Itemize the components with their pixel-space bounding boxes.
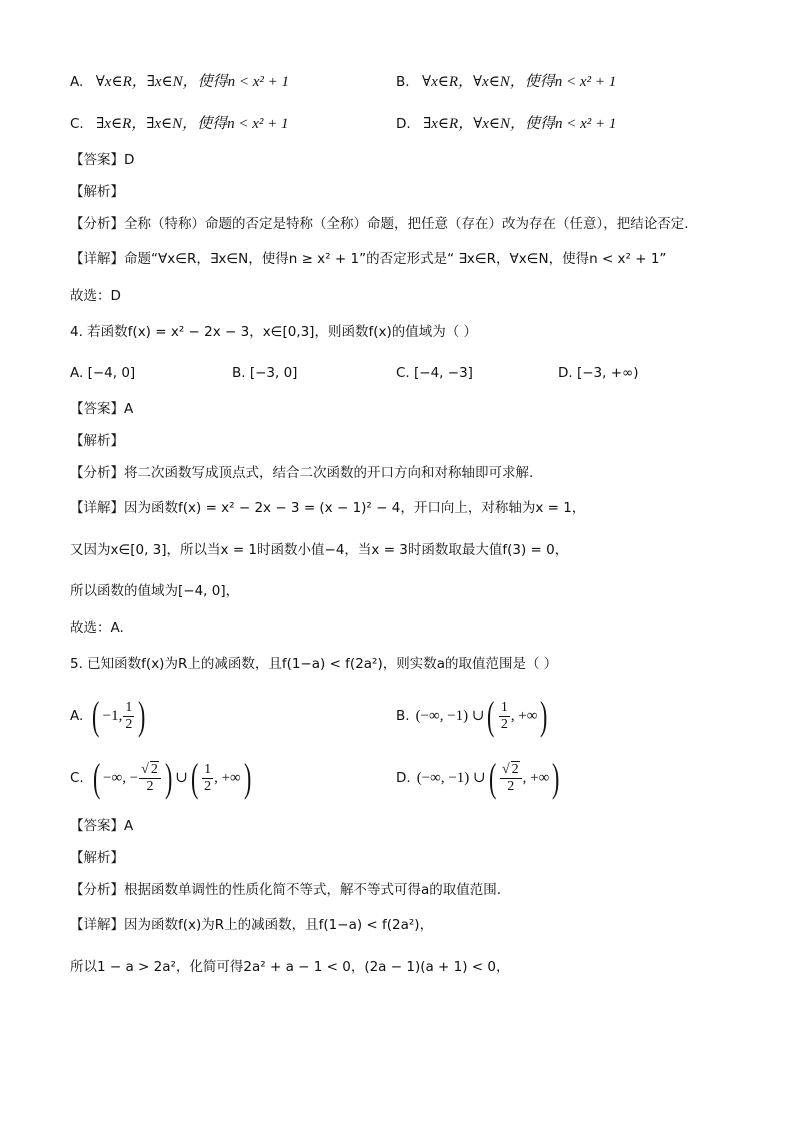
q4-detail-3: 所以函数的值域为[−4, 0]， <box>70 583 240 599</box>
q3-option-d-text: ∃x∈R，∀x∈N，使得n < x² + 1 <box>423 116 617 132</box>
q4-option-d: D. [−3, +∞) <box>558 365 639 381</box>
q5-option-b-math: (−∞, −1) ∪ ( $\frac{1}{2}$ , +∞ ) <box>415 693 548 738</box>
q3-option-d-row <box>396 114 616 134</box>
q4-answer: 【答案】A <box>70 401 134 417</box>
q5-stem: 5. 已知函数f(x)为R上的减函数，且f(1−a) < f(2a²)，则实数a的取值范围是（ ） <box>70 656 558 672</box>
q5-answer: 【答案】A <box>70 818 134 834</box>
q5-option-c <box>70 753 254 803</box>
q5-option-b-label: B. <box>396 708 410 724</box>
q4-analysis: 【分析】将二次函数写成顶点式，结合二次函数的开口方向和对称轴即可求解. <box>70 465 534 481</box>
q4-option-b: B. [−3, 0] <box>232 365 298 381</box>
q3-option-d-label: D. <box>396 116 411 132</box>
q4-option-a: A. [−4, 0] <box>70 365 136 381</box>
q5-option-c-math: ( −∞, − $\frac{√ 2}{2}$ ) ∪ ( $\frac{1}{2}$ , +∞ ) <box>92 755 252 800</box>
q5-option-a-label: A. <box>70 708 84 724</box>
q3-option-b-label: B. <box>396 74 410 90</box>
q5-option-d-label: D. <box>396 770 411 786</box>
q3-option-c-label: C. <box>70 116 84 132</box>
q3-analysis: 【分析】全称（特称）命题的否定是特称（全称）命题，把任意（存在）改为存在（任意），把结论否定. <box>70 216 689 232</box>
q3-choice: 故选：D <box>70 288 121 304</box>
q3-option-c-text: ∃x∈R，∃x∈N，使得n < x² + 1 <box>96 116 289 132</box>
q5-option-d <box>396 753 563 803</box>
q3-option-b-text: ∀x∈R，∀x∈N，使得n < x² + 1 <box>422 74 617 90</box>
q5-detail-2: 所以1 − a > 2a²，化简可得2a² + a − 1 < 0，(2a − 1)(a + 1) < 0， <box>70 959 510 975</box>
q3-option-b-row <box>396 72 616 92</box>
q3-option-c-row <box>70 114 289 134</box>
q4-detail-2: 又因为x∈[0, 3]，所以当x = 1时函数小值−4，当x = 3时函数取最大值f(3) = 0， <box>70 542 569 558</box>
q3-jiexi: 【解析】 <box>70 184 124 200</box>
q4-jiexi: 【解析】 <box>70 433 124 449</box>
q3-detail: 【详解】命题“∀x∈R，∃x∈N，使得n ≥ x² + 1”的否定形式是“ ∃x∈R，∀x∈N，使得n < x² + 1” <box>70 251 667 267</box>
q4-detail: 【详解】因为函数f(x) = x² − 2x − 3 = (x − 1)² − 4，开口向上，对称轴为x = 1， <box>70 500 586 516</box>
q5-jiexi: 【解析】 <box>70 850 124 866</box>
q5-option-c-label: C. <box>70 770 84 786</box>
q3-option-a-label: A. <box>70 74 84 90</box>
q5-detail: 【详解】因为函数f(x)为R上的减函数，且f(1−a) < f(2a²)， <box>70 917 434 933</box>
q5-option-a <box>70 693 149 739</box>
q3-option-a-text: ∀x∈R，∃x∈N，使得n < x² + 1 <box>95 74 290 90</box>
q5-option-d-math: (−∞, −1) ∪ ( $\frac{√ 2}{2}$ , +∞ ) <box>416 755 560 800</box>
q4-stem: 4. 若函数f(x) = x² − 2x − 3，x∈[0,3]，则函数f(x)的值域为（ ） <box>70 324 478 340</box>
q5-option-a-math: ( −1, $\frac{1}{2}$ ) <box>92 693 146 738</box>
q5-analysis: 【分析】根据函数单调性的性质化简不等式，解不等式可得a的取值范围. <box>70 882 502 898</box>
q4-choice: 故选：A. <box>70 620 124 636</box>
q5-option-b <box>396 693 551 739</box>
q4-option-c: C. [−4, −3] <box>396 365 473 381</box>
q3-option-a-row <box>70 72 289 92</box>
q3-answer: 【答案】D <box>70 152 135 168</box>
